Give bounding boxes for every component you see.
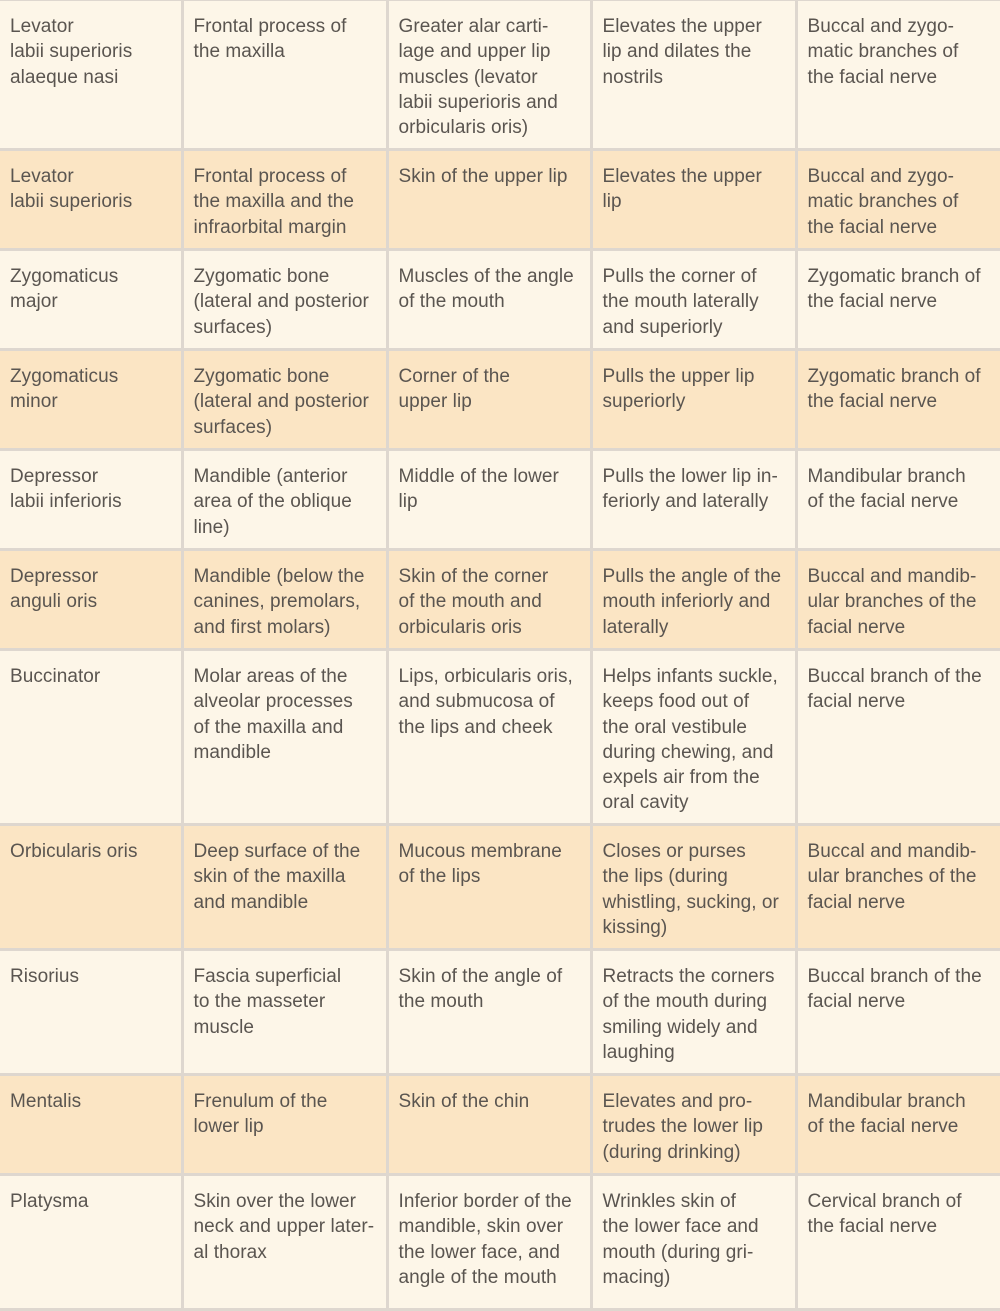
insertion-cell: Skin of the chin <box>387 1075 591 1175</box>
insertion-cell: Mucous membrane of the lips <box>387 825 591 950</box>
origin-cell: Mandible (below the canines, premolars, and first molars) <box>182 550 387 650</box>
origin-cell: Zygomatic bone (lateral and posterior surfaces) <box>182 350 387 450</box>
table-row <box>0 825 1000 950</box>
origin-cell: Mandible (anterior area of the oblique line) <box>182 450 387 550</box>
origin-cell: Deep surface of the skin of the maxilla and mandible <box>182 825 387 950</box>
table-row <box>0 450 1000 550</box>
innervation-cell: Mandibular branch of the facial nerve <box>796 1075 1000 1175</box>
table-row <box>0 1075 1000 1175</box>
action-cell: Closes or purses the lips (during whistling, sucking, or kissing) <box>591 825 796 950</box>
innervation-cell: Buccal and zygo- matic branches of the facial nerve <box>796 150 1000 250</box>
innervation-cell: Buccal branch of the facial nerve <box>796 950 1000 1075</box>
innervation-cell: Buccal and mandib- ular branches of the facial nerve <box>796 550 1000 650</box>
table-row <box>0 0 1000 150</box>
innervation-cell: Zygomatic branch of the facial nerve <box>796 350 1000 450</box>
action-cell: Elevates the upper lip <box>591 150 796 250</box>
innervation-cell: Zygomatic branch of the facial nerve <box>796 250 1000 350</box>
origin-cell: Fascia superficial to the masseter muscle <box>182 950 387 1075</box>
insertion-cell: Greater alar carti- lage and upper lip muscles (levator labii superioris and orbicularis oris) <box>387 0 591 150</box>
innervation-cell: Buccal and zygo- matic branches of the facial nerve <box>796 0 1000 150</box>
innervation-cell: Buccal branch of the facial nerve <box>796 650 1000 825</box>
table-row <box>0 150 1000 250</box>
action-cell: Elevates the upper lip and dilates the nostrils <box>591 0 796 150</box>
table-row <box>0 350 1000 450</box>
action-cell: Elevates and pro- trudes the lower lip (during drinking) <box>591 1075 796 1175</box>
muscle-cell: Levator labii superioris <box>0 150 182 250</box>
action-cell: Helps infants suckle, keeps food out of the oral vestibule during chewing, and expels air from the oral cavity <box>591 650 796 825</box>
muscle-cell: Zygomaticus major <box>0 250 182 350</box>
action-cell: Pulls the angle of the mouth inferiorly and laterally <box>591 550 796 650</box>
table-row <box>0 550 1000 650</box>
origin-cell: Skin over the lower neck and upper later- al thorax <box>182 1175 387 1310</box>
muscle-cell: Risorius <box>0 950 182 1075</box>
action-cell: Retracts the corners of the mouth during smiling widely and laughing <box>591 950 796 1075</box>
origin-cell: Frenulum of the lower lip <box>182 1075 387 1175</box>
origin-cell: Zygomatic bone (lateral and posterior surfaces) <box>182 250 387 350</box>
table-row <box>0 650 1000 825</box>
innervation-cell: Mandibular branch of the facial nerve <box>796 450 1000 550</box>
action-cell: Pulls the corner of the mouth laterally and superiorly <box>591 250 796 350</box>
muscle-cell: Depressor anguli oris <box>0 550 182 650</box>
origin-cell: Frontal process of the maxilla <box>182 0 387 150</box>
action-cell: Pulls the upper lip superiorly <box>591 350 796 450</box>
innervation-cell: Buccal and mandib- ular branches of the facial nerve <box>796 825 1000 950</box>
innervation-cell: Cervical branch of the facial nerve <box>796 1175 1000 1310</box>
insertion-cell: Skin of the upper lip <box>387 150 591 250</box>
muscle-cell: Orbicularis oris <box>0 825 182 950</box>
insertion-cell: Muscles of the angle of the mouth <box>387 250 591 350</box>
muscle-cell: Platysma <box>0 1175 182 1310</box>
table-row <box>0 1175 1000 1310</box>
insertion-cell: Inferior border of the mandible, skin over the lower face, and angle of the mouth <box>387 1175 591 1310</box>
insertion-cell: Skin of the corner of the mouth and orbicularis oris <box>387 550 591 650</box>
origin-cell: Molar areas of the alveolar processes of the maxilla and mandible <box>182 650 387 825</box>
action-cell: Wrinkles skin of the lower face and mouth (during gri- macing) <box>591 1175 796 1310</box>
muscle-cell: Levator labii superioris alaeque nasi <box>0 0 182 150</box>
muscle-cell: Buccinator <box>0 650 182 825</box>
muscle-cell: Mentalis <box>0 1075 182 1175</box>
table-row <box>0 250 1000 350</box>
origin-cell: Frontal process of the maxilla and the infraorbital margin <box>182 150 387 250</box>
muscle-cell: Depressor labii inferioris <box>0 450 182 550</box>
insertion-cell: Middle of the lower lip <box>387 450 591 550</box>
action-cell: Pulls the lower lip in- feriorly and laterally <box>591 450 796 550</box>
insertion-cell: Skin of the angle of the mouth <box>387 950 591 1075</box>
insertion-cell: Lips, orbicularis oris, and submucosa of the lips and cheek <box>387 650 591 825</box>
muscle-cell: Zygomaticus minor <box>0 350 182 450</box>
insertion-cell: Corner of the upper lip <box>387 350 591 450</box>
table-row <box>0 950 1000 1075</box>
